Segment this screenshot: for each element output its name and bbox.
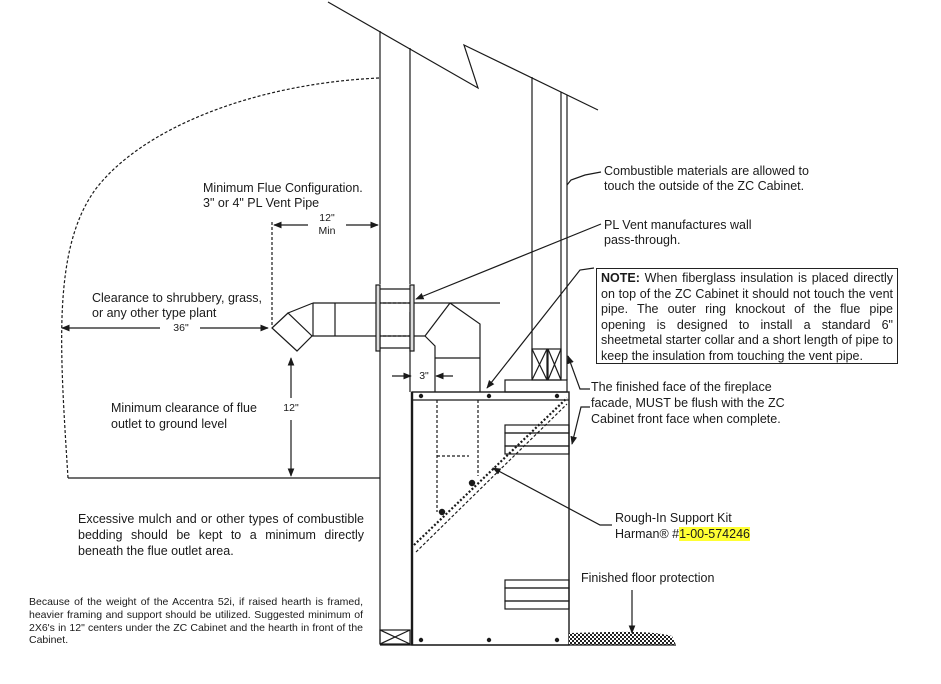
facade-note-line3: Cabinet front face when complete.	[591, 412, 781, 426]
insulation-note-box	[596, 268, 898, 364]
hearth-framing-note: Because of the weight of the Accentra 52i, if raised hearth is framed, heavier framing and support should be utilized. Suggested minimum of 2X6's in 12" centers under the ZC Cabinet and the hearth in front of the Cabinet.	[29, 596, 363, 647]
combustible-note-line2: touch the outside of the ZC Cabinet.	[604, 179, 805, 193]
exterior-wall	[380, 31, 410, 644]
mulch-note: Excessive mulch and or other types of combustible bedding should be kept to a minimum directly beneath the flue outlet area.	[78, 512, 364, 558]
dim-12-ground: 12"	[283, 402, 299, 414]
ground-clearance-line1: Minimum clearance of flue	[111, 401, 257, 415]
flue-config-title: Minimum Flue Configuration.	[203, 181, 363, 195]
wall-pass-through	[376, 285, 414, 351]
rough-in-kit-prefix: Harman® #	[615, 527, 680, 541]
rough-in-kit-line2	[615, 527, 750, 543]
rough-in-kit-line1: Rough-In Support Kit	[615, 511, 732, 525]
dim-36: 36"	[173, 322, 189, 334]
dim-12-min-unit: Min	[318, 225, 336, 237]
wall-pass-through-line2: pass-through.	[604, 233, 681, 247]
dim-3: 3"	[419, 370, 429, 382]
floor-protection	[569, 632, 676, 645]
wall-pass-through-line1: PL Vent manufactures wall	[604, 218, 752, 232]
dim-12-min-value: 12"	[319, 212, 335, 224]
interior-wall	[532, 77, 567, 380]
note-heading: NOTE:	[601, 271, 640, 285]
flue-config-subtitle: 3" or 4" PL Vent Pipe	[203, 196, 320, 210]
ground-clearance-line2: outlet to ground level	[111, 417, 228, 431]
zc-cabinet	[412, 392, 569, 645]
insulation-blocks	[505, 349, 567, 392]
facade-note-line2: facade, MUST be flush with the ZC	[591, 396, 785, 410]
horizontal-vent-pipe	[313, 303, 500, 336]
roof-line	[328, 2, 598, 110]
facade-note-line1: The finished face of the fireplace	[591, 380, 772, 394]
rough-in-part-number: 1-00-574246	[679, 527, 750, 541]
combustible-note-line1: Combustible materials are allowed to	[604, 164, 809, 178]
shrubbery-clearance-line2: or any other type plant	[92, 306, 217, 320]
shrubbery-clearance-line1: Clearance to shrubbery, grass,	[92, 291, 262, 305]
floor-protection-label: Finished floor protection	[581, 571, 715, 585]
note-body: When fiberglass insulation is placed directly on top of the ZC Cabinet it should not touch the vent pipe. The outer ring knockout of the flue pipe opening is designed to install a standard 6" sheetmetal starter collar and a short length of pipe to keep the insulation from touching the vent pipe.	[601, 271, 893, 363]
vent-termination-cap	[272, 303, 313, 351]
